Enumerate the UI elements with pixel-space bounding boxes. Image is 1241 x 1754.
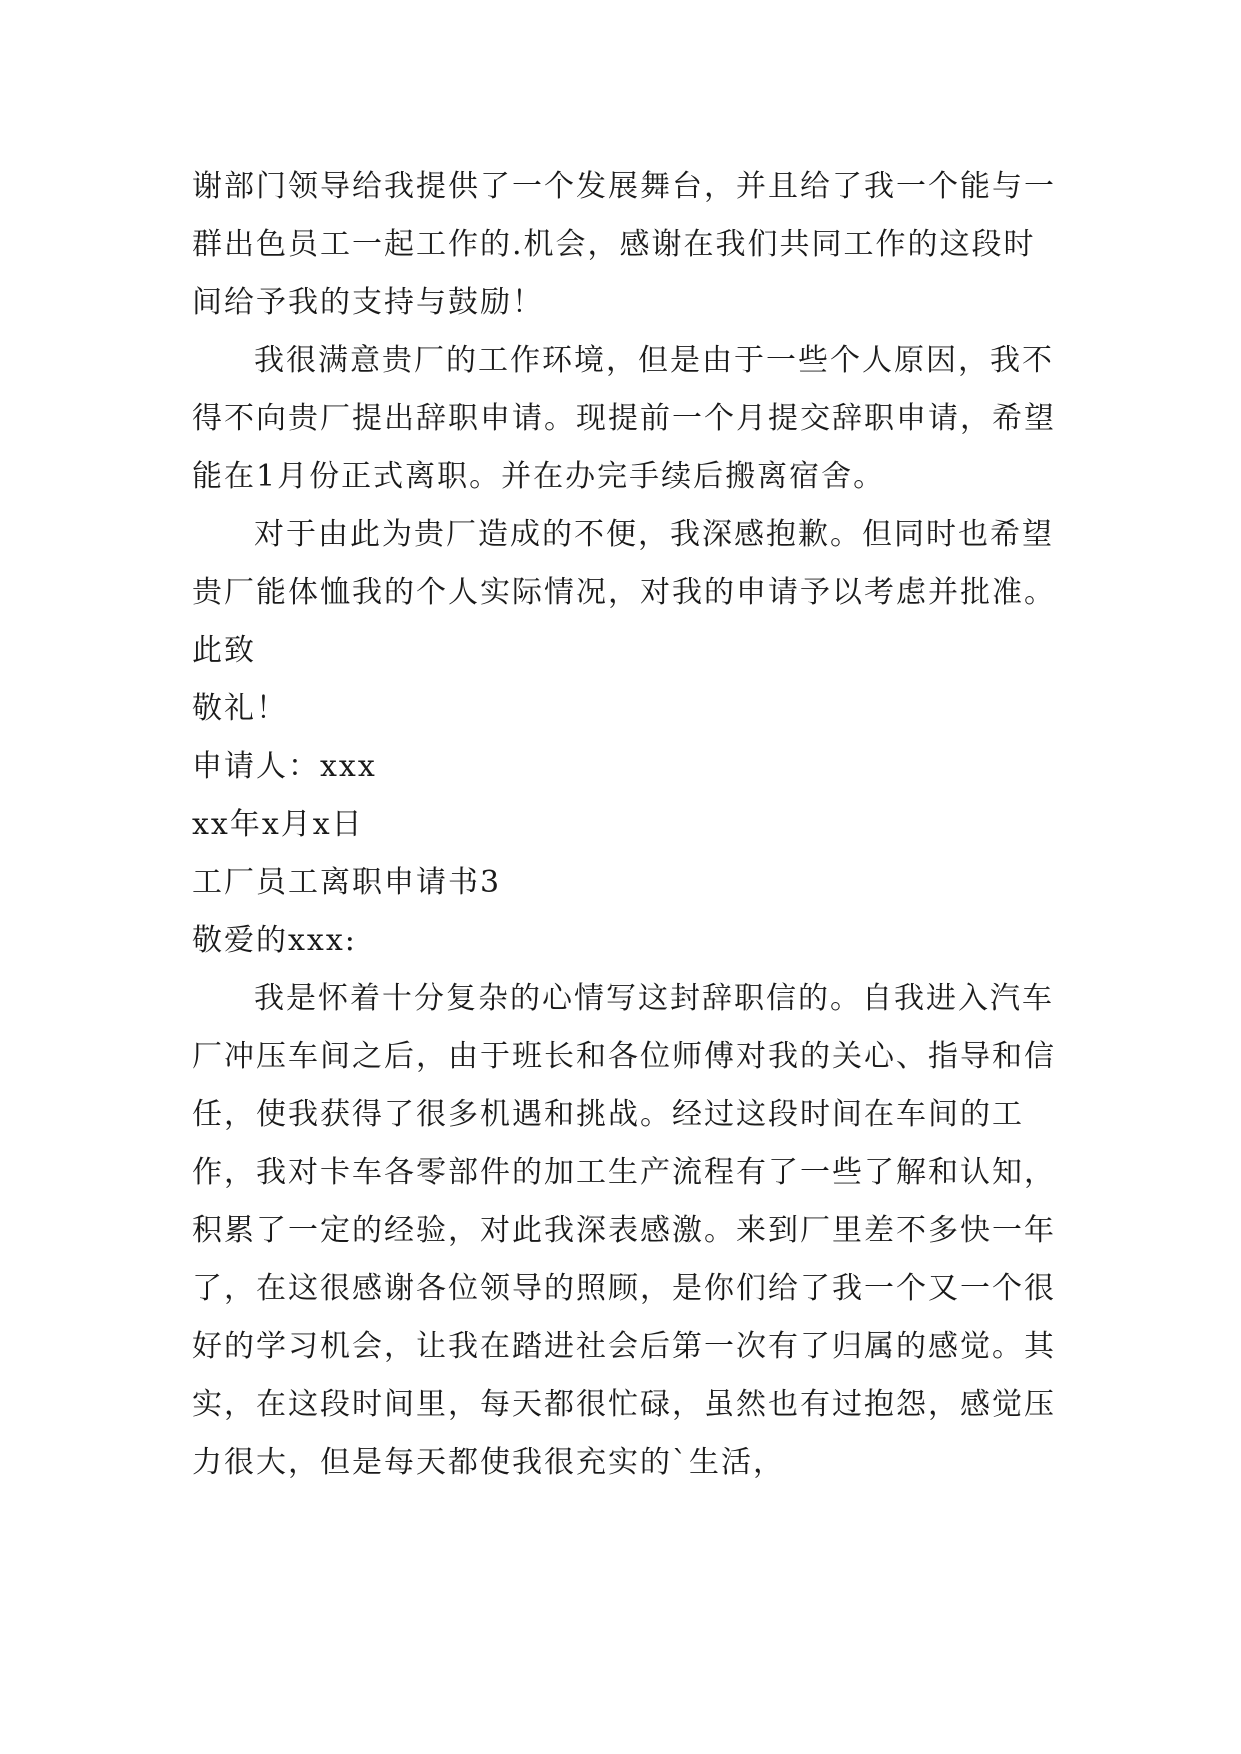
section-title: 工厂员工离职申请书3 bbox=[192, 865, 502, 900]
closing-line: 此致 bbox=[192, 633, 256, 668]
paragraph-continued: 谢部门领导给我提供了一个发展舞台，并且给了我一个能与一群出色员工一起工作的.机会，感谢在我们共同工作的这段时间给予我的支持与鼓励！ bbox=[192, 169, 1056, 320]
document-body bbox=[192, 158, 1062, 1492]
paragraph: 我是怀着十分复杂的心情写这封辞职信的。自我进入汽车厂冲压车间之后，由于班长和各位师傅对我的关心、指导和信任，使我获得了很多机遇和挑战。经过这段时间在车间的工作，我对卡车各零部件的加工生产流程有了一些了解和认知，积累了一定的经验，对此我深表感激。来到厂里差不多快一年了，在这很感谢各位领导的照顾，是你们给了我一个又一个很好的学习机会，让我在踏进社会后第一次有了归属的感觉。其实，在这段时间里，每天都很忙碌，虽然也有过抱怨，感觉压力很大，但是每天都使我很充实的`生活， bbox=[192, 981, 1056, 1480]
salutation: 敬爱的xxx: bbox=[192, 923, 357, 958]
paragraph: 对于由此为贵厂造成的不便，我深感抱歉。但同时也希望贵厂能体恤我的个人实际情况，对我的申请予以考虑并批准。 bbox=[192, 517, 1056, 610]
closing-salute: 敬礼！ bbox=[192, 691, 288, 726]
paragraph: 我很满意贵厂的工作环境，但是由于一些个人原因，我不得不向贵厂提出辞职申请。现提前一个月提交辞职申请，希望能在1月份正式离职。并在办完手续后搬离宿舍。 bbox=[192, 343, 1056, 494]
signature-date: xx年x月x日 bbox=[192, 807, 364, 842]
applicant-signature: 申请人：xxx bbox=[192, 749, 377, 784]
